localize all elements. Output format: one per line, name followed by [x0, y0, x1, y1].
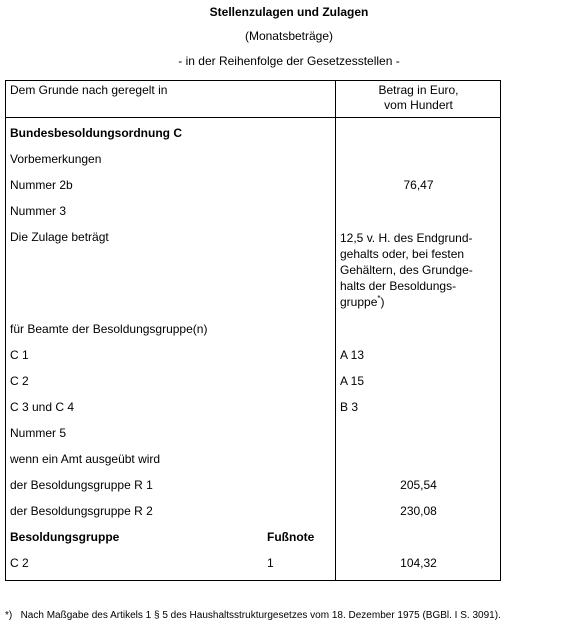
- column-header-amount-line1: Betrag in Euro,: [378, 83, 459, 97]
- table-row: [6, 556, 500, 574]
- table-row: [6, 230, 500, 320]
- zulage-rate-line-last: [340, 294, 500, 310]
- row-amount: 230,08: [400, 504, 437, 518]
- table-row: [6, 504, 500, 522]
- row-amount: 76,47: [403, 178, 434, 192]
- row-label: Bundesbesoldungsordnung C: [10, 126, 182, 140]
- row-amount: 104,32: [400, 556, 437, 570]
- row-label: C 2: [10, 556, 29, 570]
- table-row: [6, 426, 500, 444]
- row-label: wenn ein Amt ausgeübt wird: [10, 452, 161, 466]
- table-row: [6, 530, 500, 548]
- table-row: [6, 152, 500, 170]
- page-subtitle: (Monatsbeträge): [244, 29, 334, 43]
- table-row: [6, 322, 500, 340]
- row-grade: B 3: [340, 400, 359, 414]
- row-label: Vorbemerkungen: [10, 152, 102, 166]
- table-row: [6, 348, 500, 366]
- column-header-amount-line2: vom Hundert: [384, 98, 453, 112]
- zulage-rate-line-text: gruppe: [340, 295, 378, 309]
- table-row: [6, 478, 500, 496]
- table-row: [6, 178, 500, 196]
- column-header-amount: [336, 83, 501, 113]
- row-amount: 205,54: [400, 478, 437, 492]
- footnote-marker: *): [5, 610, 13, 621]
- row-label: der Besoldungsgruppe R 1: [10, 478, 153, 492]
- table-row: [6, 374, 500, 392]
- page-subtitle-order-note: - in der Reihenfolge der Gesetzesstellen -: [178, 54, 400, 68]
- table-row: [6, 400, 500, 418]
- footnote-marker: *: [377, 294, 381, 303]
- row-label: Nummer 5: [10, 426, 67, 440]
- row-grade: A 13: [340, 348, 365, 362]
- table-row: [6, 204, 500, 222]
- zulage-rate-line: gehalts oder, bei festen: [340, 247, 465, 261]
- row-label: Besoldungsgruppe: [10, 530, 120, 544]
- table-row: [6, 452, 500, 470]
- zulage-rate-text: [340, 230, 500, 310]
- row-label: Nummer 3: [10, 204, 67, 218]
- row-label: Nummer 2b: [10, 178, 73, 192]
- zulage-rate-line: 12,5 v. H. des Endgrund-: [340, 231, 473, 245]
- footnote-text: Nach Maßgabe des Artikels 1 § 5 des Haushaltsstrukturgesetzes vom 18. Dezember 1975 (BGBl. I S. 3091).: [20, 610, 501, 621]
- row-label: C 1: [10, 348, 29, 362]
- row-label: C 2: [10, 374, 29, 388]
- footnote: [5, 610, 501, 621]
- page-title: Stellenzulagen und Zulagen: [209, 5, 369, 19]
- zulage-rate-line: halts der Besoldungs-: [340, 279, 457, 293]
- column-header-basis: Dem Grunde nach geregelt in: [10, 83, 168, 97]
- zulage-rate-line: Gehältern, des Grundge-: [340, 263, 473, 277]
- row-footnote-header: Fußnote: [267, 530, 315, 544]
- row-grade: A 15: [340, 374, 365, 388]
- allowance-table: [5, 80, 501, 581]
- table-header-divider: [6, 117, 500, 118]
- row-label: der Besoldungsgruppe R 2: [10, 504, 153, 518]
- row-label: Die Zulage beträgt: [10, 230, 109, 244]
- row-footnote-ref: 1: [267, 556, 274, 570]
- zulage-rate-line-end: ): [380, 295, 385, 309]
- row-label: C 3 und C 4: [10, 400, 75, 414]
- row-label: für Beamte der Besoldungsgruppe(n): [10, 322, 208, 336]
- table-row: [6, 126, 500, 144]
